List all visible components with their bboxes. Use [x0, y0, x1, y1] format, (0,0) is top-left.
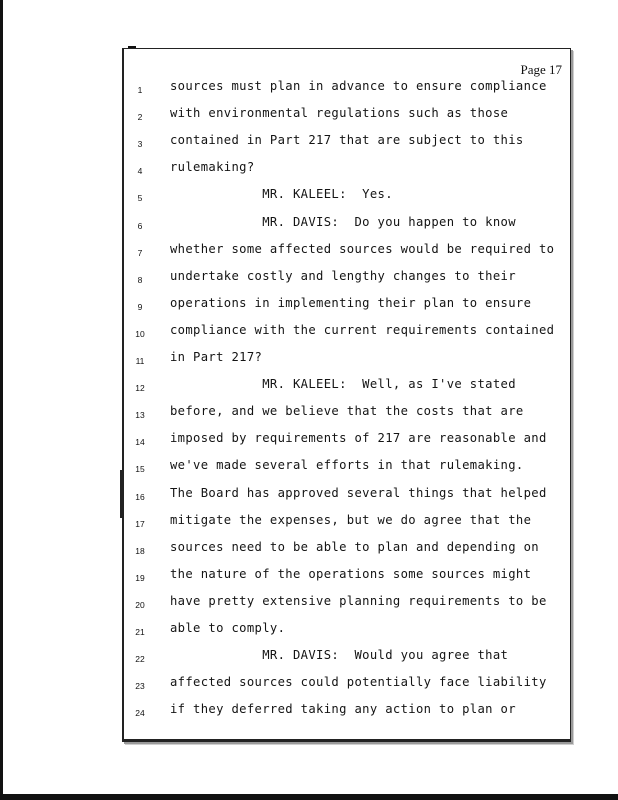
line-text: MR. KALEEL: Yes. — [170, 187, 393, 202]
line-text: have pretty extensive planning requirements to be — [170, 593, 547, 608]
line-text: sources need to be able to plan and depending on — [170, 539, 539, 554]
line-text: MR. KALEEL: Well, as I've stated — [170, 377, 516, 392]
line-text: contained in Part 217 that are subject to this — [170, 133, 524, 148]
line-number: 8 — [137, 274, 143, 285]
line-number: 2 — [137, 112, 143, 123]
line-number: 16 — [135, 491, 145, 502]
line-number: 18 — [135, 545, 145, 556]
line-number: 3 — [137, 139, 143, 150]
page-number: Page 17 — [520, 62, 562, 77]
line-number: 17 — [135, 518, 145, 529]
line-number: 24 — [135, 708, 145, 719]
line-text: MR. DAVIS: Do you happen to know — [170, 214, 516, 229]
line-text: affected sources could potentially face liability — [170, 675, 547, 690]
line-text: rulemaking? — [170, 160, 255, 175]
line-number: 21 — [135, 627, 145, 637]
line-text: if they deferred taking any action to plan or — [170, 702, 516, 717]
line-text: with environmental regulations such as those — [170, 106, 509, 121]
line-text: MR. DAVIS: Would you agree that — [170, 648, 509, 663]
line-text: whether some affected sources would be required to — [170, 241, 555, 256]
line-number: 13 — [135, 410, 145, 421]
line-number: 4 — [137, 166, 143, 177]
line-text: operations in implementing their plan to ensure — [170, 295, 532, 310]
line-number: 11 — [135, 356, 145, 366]
line-number: 20 — [135, 599, 145, 610]
line-number: 5 — [137, 193, 143, 204]
page-bottom-rule — [124, 739, 570, 741]
line-number: 10 — [135, 328, 145, 339]
line-text: we've made several efforts in that rulemaking. — [170, 458, 524, 473]
line-text: The Board has approved several things that helped — [170, 485, 547, 500]
line-text: undertake costly and lengthy changes to their — [170, 268, 516, 283]
scan-left-edge — [0, 0, 3, 800]
line-text: sources must plan in advance to ensure compliance — [170, 79, 547, 93]
line-text: the nature of the operations some sources might — [170, 566, 532, 581]
line-number: 12 — [135, 383, 145, 394]
line-text: able to comply. — [170, 621, 286, 635]
line-number: 22 — [135, 654, 145, 665]
line-number: 15 — [135, 464, 145, 475]
line-number: 7 — [137, 247, 143, 258]
line-number: 19 — [135, 572, 145, 583]
scan-bottom-edge — [0, 794, 618, 800]
line-number: 1 — [137, 85, 143, 95]
line-number: 14 — [135, 437, 145, 448]
line-text: imposed by requirements of 217 are reasonable and — [170, 431, 547, 446]
line-number: 23 — [135, 681, 145, 692]
transcript-page — [122, 48, 571, 742]
line-number: 9 — [137, 301, 143, 312]
line-number: 6 — [137, 220, 143, 231]
line-text: before, and we believe that the costs that are — [170, 404, 524, 419]
line-text: in Part 217? — [170, 350, 263, 364]
line-text: compliance with the current requirements contained — [170, 322, 555, 337]
line-text: mitigate the expenses, but we do agree that the — [170, 512, 532, 527]
